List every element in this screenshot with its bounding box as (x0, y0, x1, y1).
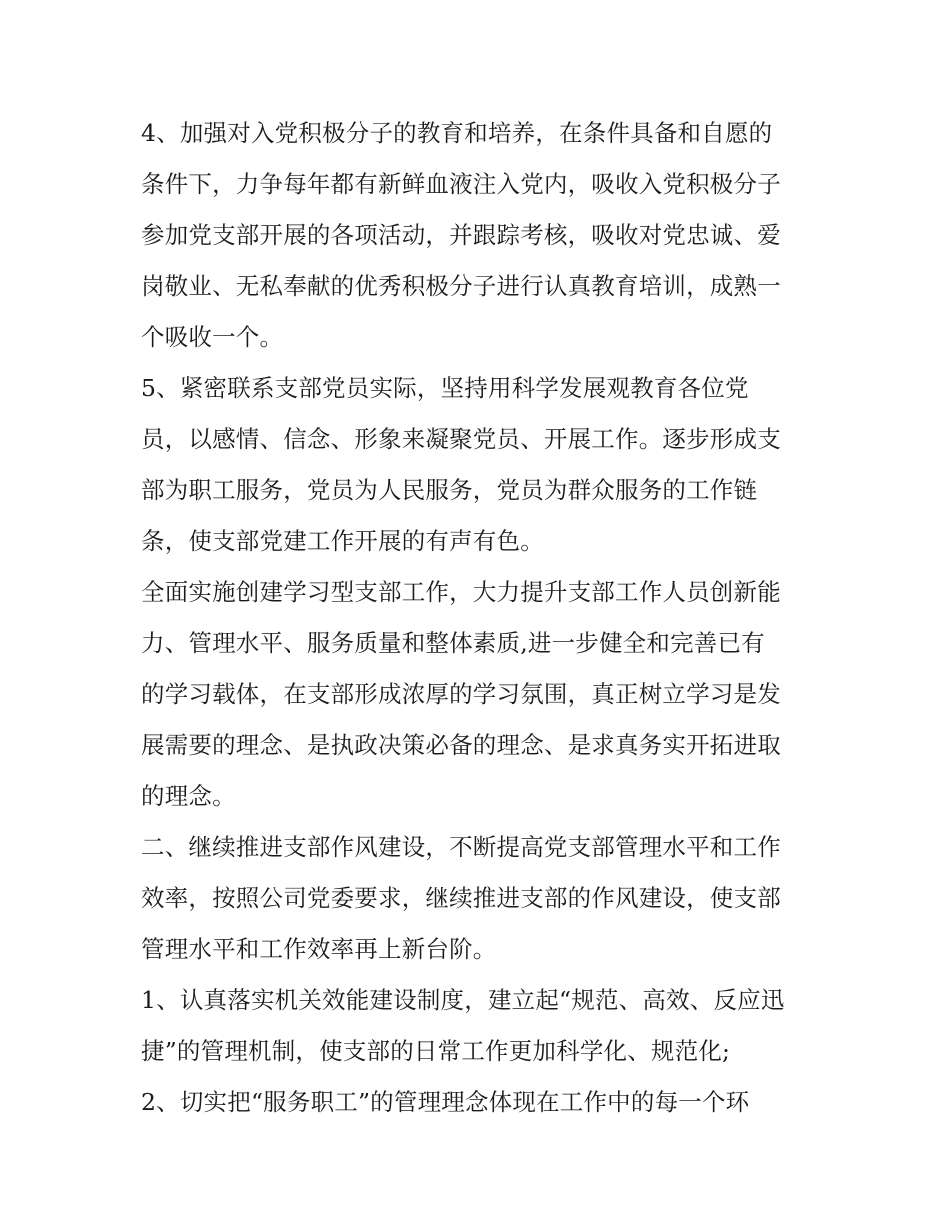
text-line: 全面实施创建学习型支部工作，大力提升支部工作人员创新能 (141, 578, 781, 606)
text-line: 二、继续推进支部作风建设，不断提高党支部管理水平和工作 (141, 833, 781, 861)
text-line: 岗敬业、无私奉献的优秀积极分子进行认真教育培训，成熟一 (141, 272, 781, 300)
text-line: 2、切实把“服务职工”的管理理念体现在工作中的每一个环 (141, 1088, 750, 1116)
text-line: 1、认真落实机关效能建设制度，建立起“规范、高效、反应迅 (141, 986, 785, 1014)
text-line: 个吸收一个。 (141, 323, 284, 351)
text-line: 5、紧密联系支部党员实际，坚持用科学发展观教育各位党 (141, 374, 749, 402)
text-line: 管理水平和工作效率再上新台阶。 (141, 935, 497, 963)
text-line: 参加党支部开展的各项活动，并跟踪考核，吸收对党忠诚、爱 (141, 221, 781, 249)
text-line: 员，以感情、信念、形象来凝聚党员、开展工作。逐步形成支 (141, 425, 781, 453)
text-line: 部为职工服务，党员为人民服务，党员为群众服务的工作链 (141, 476, 758, 504)
text-line: 捷”的管理机制，使支部的日常工作更加科学化、规范化; (141, 1037, 731, 1065)
text-line: 4、加强对入党积极分子的教育和培养，在条件具备和自愿的 (141, 119, 773, 147)
text-line: 力、管理水平、服务质量和整体素质,进一步健全和完善已有 (141, 629, 765, 657)
text-line: 条，使支部党建工作开展的有声有色。 (141, 527, 544, 555)
text-line: 的学习载体，在支部形成浓厚的学习氛围，真正树立学习是发 (141, 680, 781, 708)
text-line: 展需要的理念、是执政决策必备的理念、是求真务实开拓进取 (141, 731, 781, 759)
text-line: 效率，按照公司党委要求，继续推进支部的作风建设，使支部 (141, 884, 781, 912)
text-line: 的理念。 (141, 782, 236, 810)
document-body (141, 108, 821, 1128)
text-line: 条件下，力争每年都有新鲜血液注入党内，吸收入党积极分子 (141, 170, 781, 198)
